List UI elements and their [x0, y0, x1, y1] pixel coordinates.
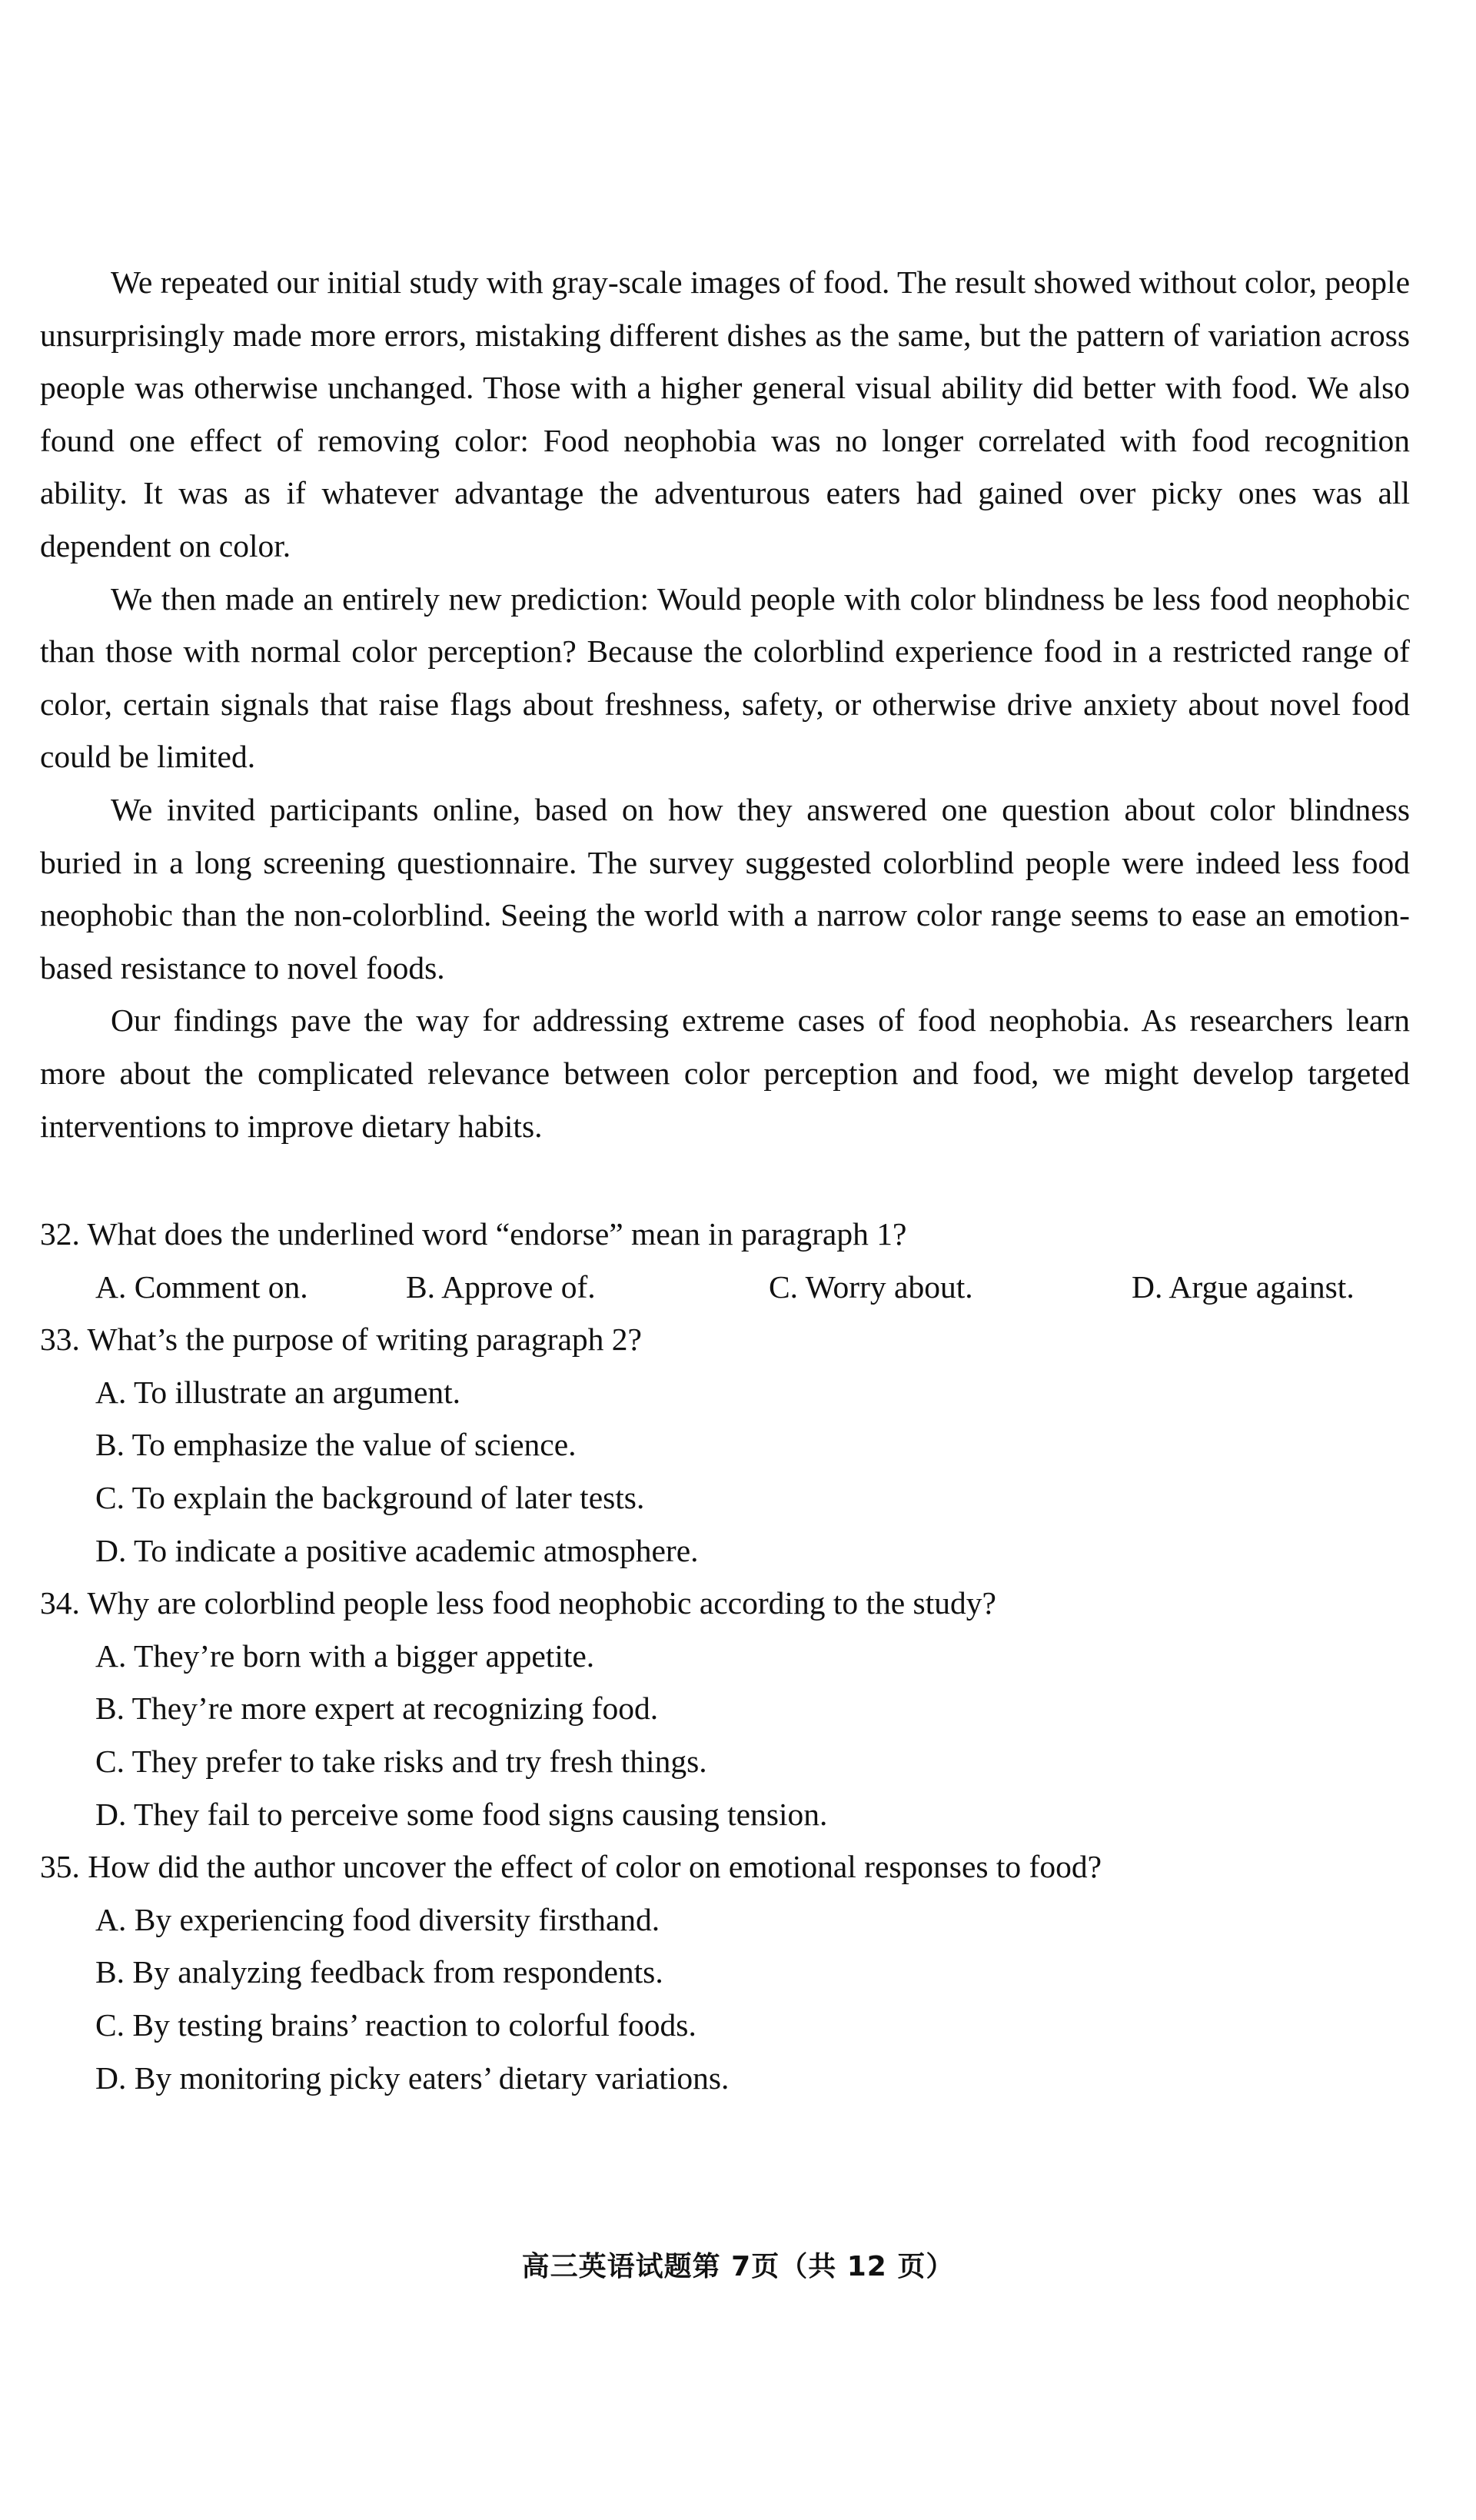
option-d: D. Argue against. [1132, 1268, 1355, 1305]
passage-paragraph-2: We then made an entirely new prediction: Would people with color blindness be less food neophobic than those with normal color perception? Because the colorblind experience food in a restricted range of color, certain signals that raise flags about freshness, safety, or otherwise drive anxiety about novel food could be limited. [40, 580, 1410, 775]
question-stem: 32. What does the underlined word “endorse” mean in paragraph 1? [40, 1216, 907, 1252]
exam-page [40, 256, 1410, 2104]
option-a: A. They’re born with a bigger appetite. [95, 1637, 595, 1674]
question-stem: 35. How did the author uncover the effect of color on emotional responses to food? [40, 1849, 1102, 1885]
question-34 [40, 1577, 1410, 1840]
reading-passage [40, 256, 1410, 1152]
option-b: B. Approve of. [406, 1268, 596, 1305]
option-c: C. To explain the background of later tests. [95, 1480, 645, 1516]
passage-paragraph-3: We invited participants online, based on how they answered one question about color blindness buried in a long screening questionnaire. The survey suggested colorblind people were indeed less food neophobic than the non-colorblind. Seeing the world with a narrow color range seems to ease an emotion-based resistance to novel foods. [40, 791, 1410, 986]
option-c: C. By testing brains’ reaction to colorful foods. [95, 2007, 696, 2043]
answer-options [40, 1261, 1410, 1314]
option-b: B. By analyzing feedback from respondents. [95, 1954, 663, 1990]
option-b: B. To emphasize the value of science. [95, 1427, 577, 1463]
option-d: D. They fail to perceive some food signs causing tension. [95, 1796, 828, 1832]
question-32 [40, 1208, 1410, 1313]
option-c: C. They prefer to take risks and try fresh things. [95, 1744, 707, 1780]
passage-paragraph-4: Our findings pave the way for addressing extreme cases of food neophobia. As researchers learn more about the complicated relevance between color perception and food, we might develop targeted interventions to improve dietary habits. [40, 1002, 1410, 1144]
option-a: A. By experiencing food diversity firsthand. [95, 1901, 660, 1937]
option-d: D. To indicate a positive academic atmosphere. [95, 1532, 699, 1568]
option-a: A. To illustrate an argument. [95, 1374, 461, 1410]
passage-paragraph-1: We repeated our initial study with gray-scale images of food. The result showed without color, people unsurprisingly made more errors, mistaking different dishes as the same, but the pattern of variation across people was otherwise unchanged. Those with a higher general visual ability did better with food. We also found one effect of removing color: Food neophobia was no longer correlated with food recognition ability. It was as if whatever advantage the adventurous eaters had gained over picky ones was all dependent on color. [40, 264, 1410, 564]
question-stem: 34. Why are colorblind people less food neophobic according to the study? [40, 1585, 996, 1621]
option-a: A. Comment on. [95, 1268, 308, 1305]
option-c: C. Worry about. [769, 1268, 973, 1305]
page-footer: 高三英语试题第 7页（共 12 页） [521, 2251, 955, 2282]
question-33 [40, 1313, 1410, 1577]
question-35 [40, 1840, 1410, 2104]
option-d: D. By monitoring picky eaters’ dietary variations. [95, 2060, 730, 2096]
option-b: B. They’re more expert at recognizing food. [95, 1691, 659, 1727]
question-list [40, 1208, 1410, 2104]
question-stem: 33. What’s the purpose of writing paragraph 2? [40, 1322, 642, 1358]
section-gap [40, 1152, 1410, 1208]
